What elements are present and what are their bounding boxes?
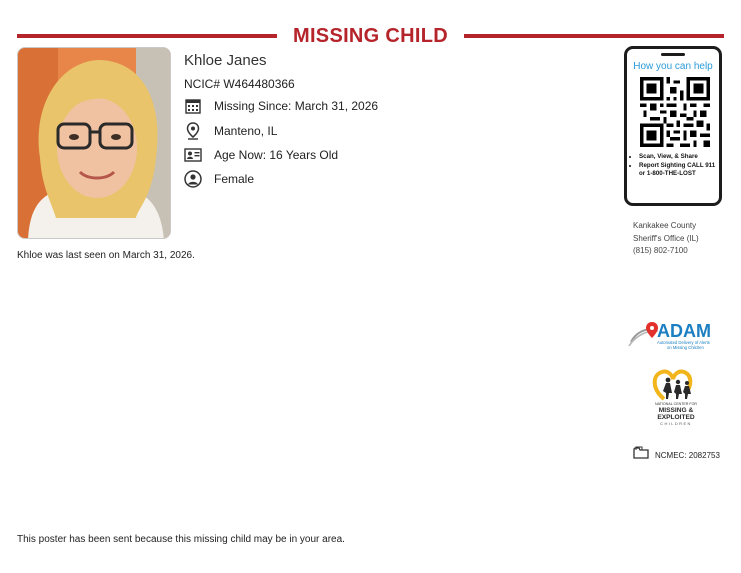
help-bullet: • Scan, View, & Share [639,153,719,161]
calendar-icon [184,97,202,115]
adam-logo-text: ADAM [657,321,711,341]
agency-contact [633,220,699,258]
ncic-number: NCIC# W464480366 [184,77,295,91]
missing-since: Missing Since: March 31, 2026 [214,99,379,113]
ncmec-logo [646,369,706,434]
child-photo [17,47,171,239]
child-name: Khloe Janes [184,52,267,69]
agency-name-line1: Kankakee County [633,221,697,230]
ncmec-logo-line2: MISSING & [658,407,694,414]
sex: Female [214,172,255,186]
agency-phone[interactable]: (815) 802-7100 [633,246,688,255]
phone-notch [661,53,685,56]
help-bullet: • Report Sighting CALL 911 or 1-800-THE-LOST [639,162,719,178]
ncmec-case-number: NCMEC: 2082753 [655,450,720,460]
footer-disclaimer: This poster has been sent because this missing child may be in your area. [17,534,345,545]
location-row [184,122,277,140]
agency-name-line2: Sheriff's Office (IL) [633,233,699,243]
adam-logo [628,318,720,357]
age-now: Age Now: 16 Years Old [214,148,339,162]
sex-row [184,170,254,188]
ncmec-logo-line3: EXPLOITED [657,414,695,421]
help-card-title: How you can help [633,61,713,72]
folder-icon [633,446,649,464]
adam-logo-subtitle2: on Missing Children [667,345,704,350]
person-icon [184,170,202,188]
header-rule-left [17,34,277,38]
last-seen-text: Khloe was last seen on March 31, 2026. [17,250,195,261]
location-pin-icon [184,122,202,140]
adam-logo-subtitle1: Automated Delivery of Alerts [657,340,710,345]
help-bullet-list [631,153,719,179]
header-banner [17,24,724,48]
poster-title: MISSING CHILD [292,25,448,47]
qr-code[interactable] [640,77,710,152]
missing-since-row [184,97,378,115]
help-card [624,46,722,206]
age-row [184,146,338,164]
ncmec-case-row [633,446,720,464]
header-rule-right [464,34,724,38]
ncmec-logo-line1: NATIONAL CENTER FOR [655,402,697,406]
last-location: Manteno, IL [214,124,278,138]
id-card-icon [184,146,202,164]
ncmec-logo-line4: CHILDREN [660,421,692,426]
